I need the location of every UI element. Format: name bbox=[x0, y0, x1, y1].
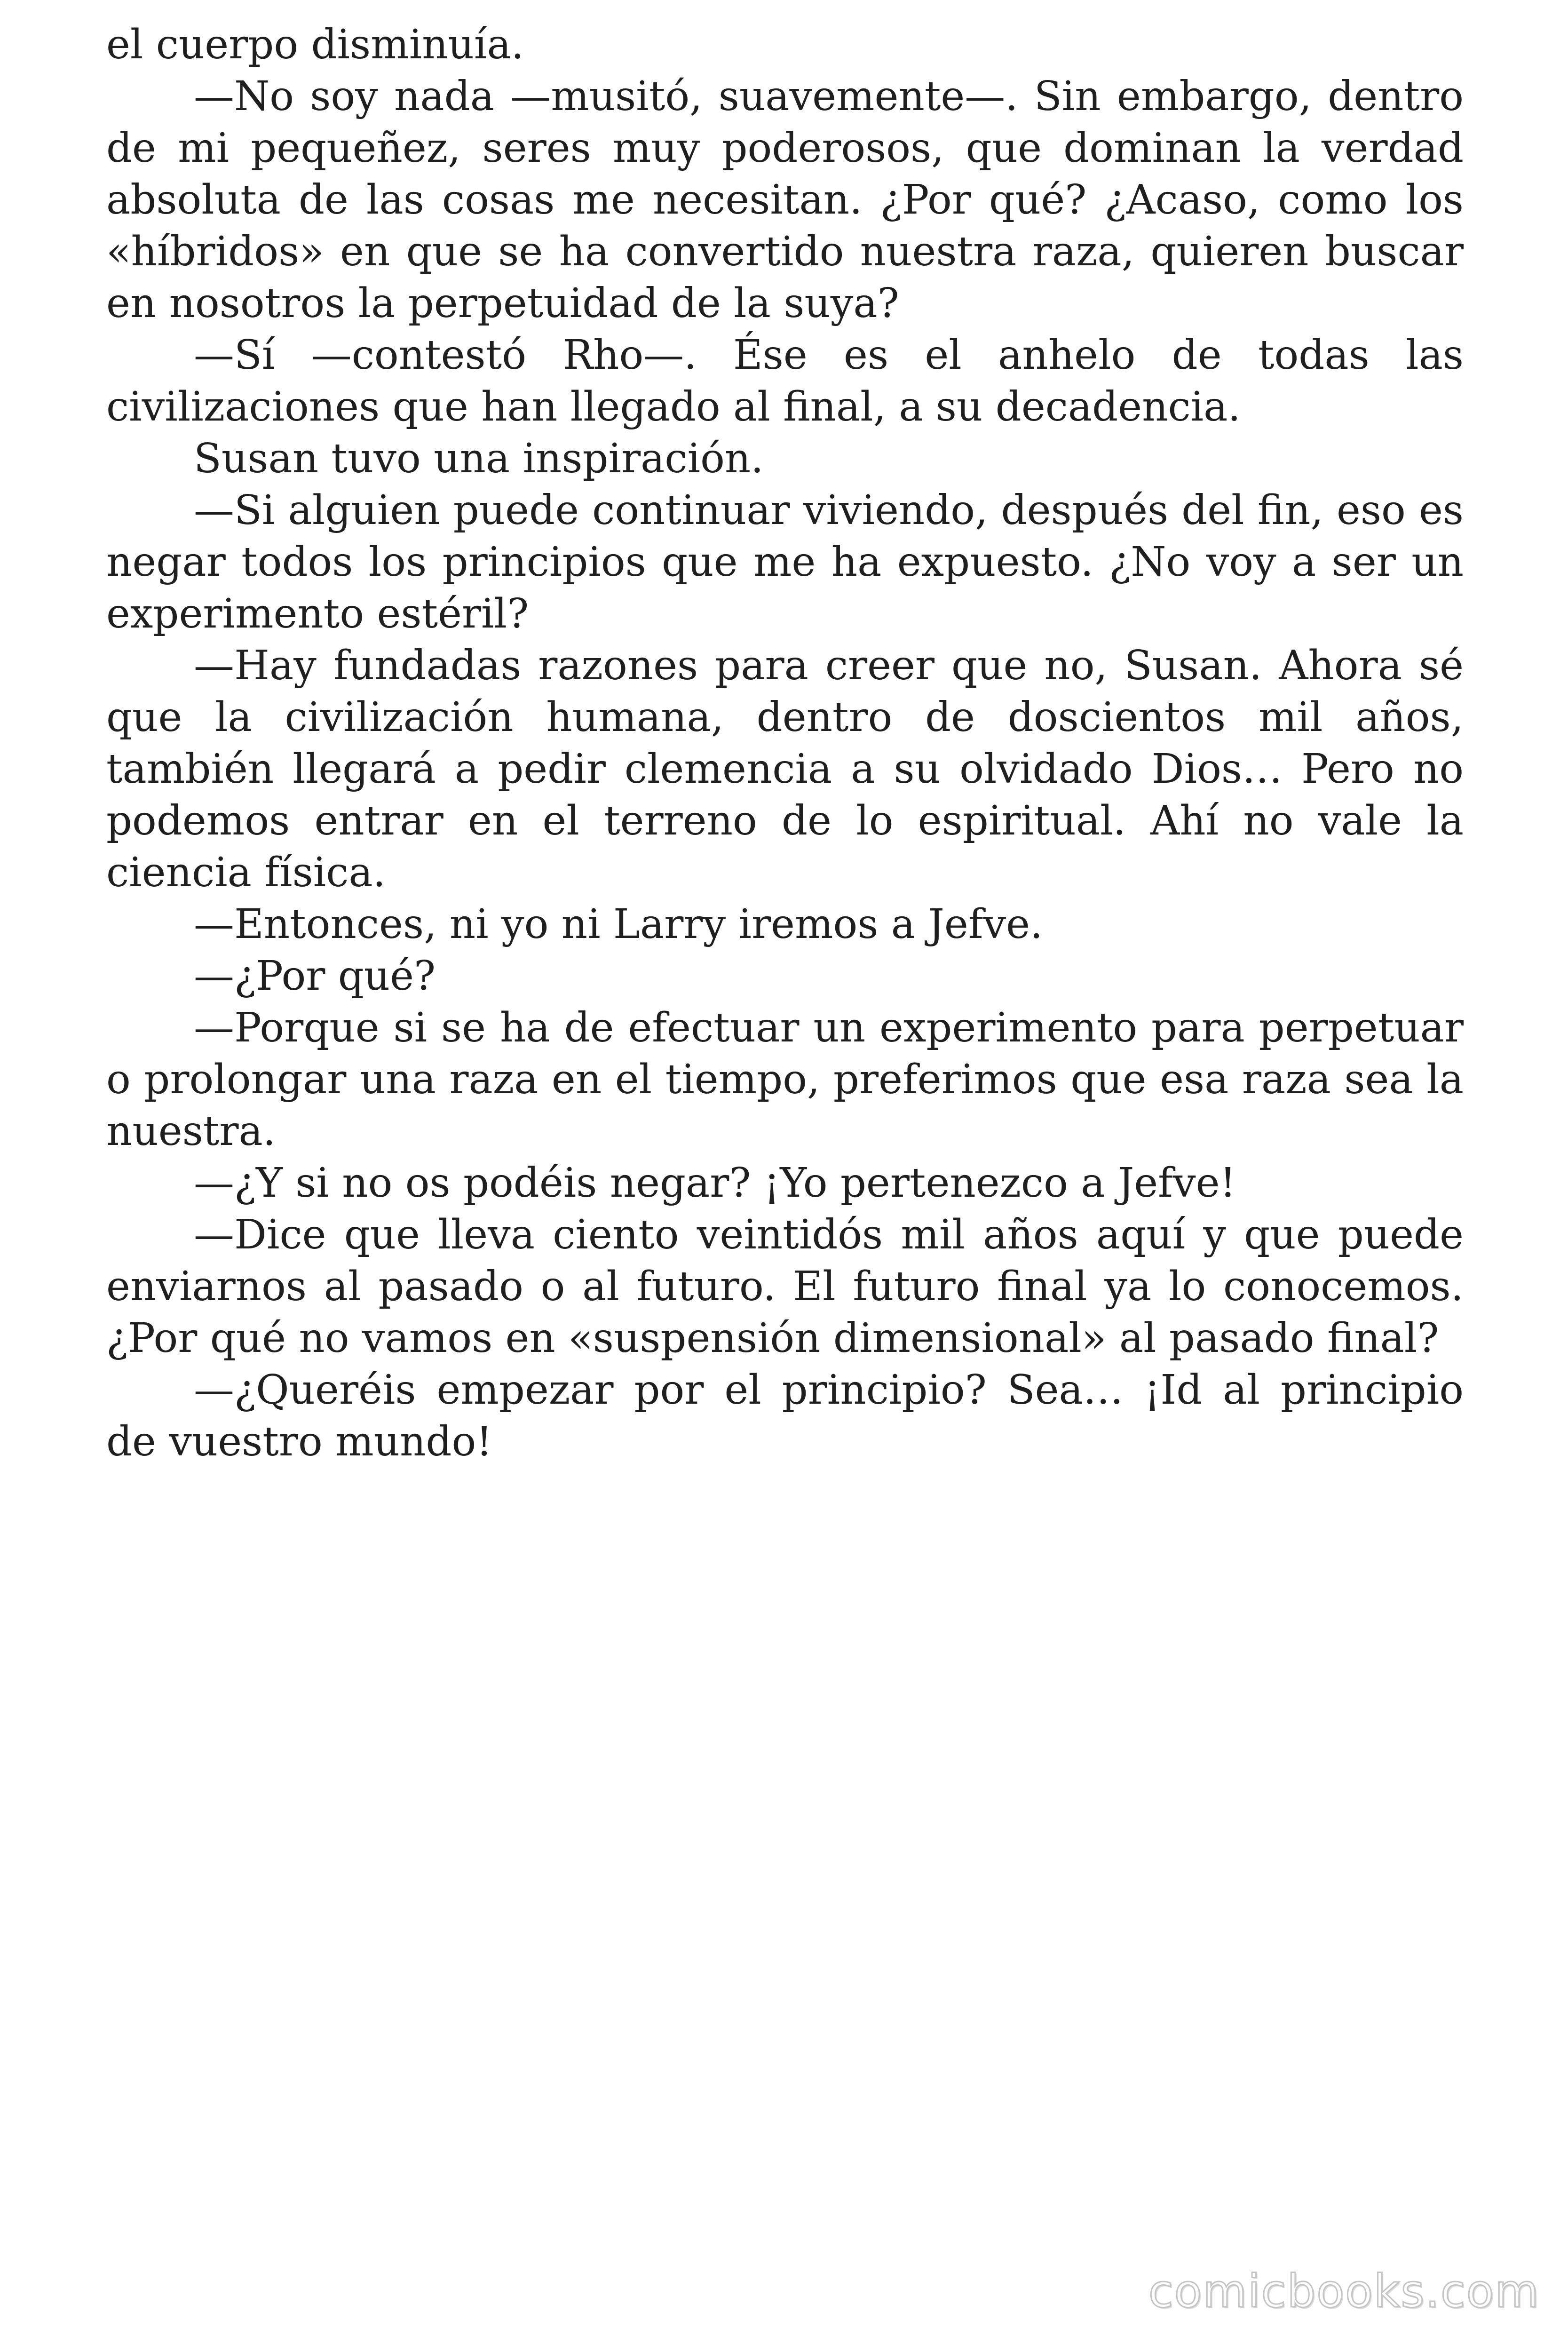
paragraph: —¿Y si no os podéis negar? ¡Yo pertenezco a Jefve! bbox=[194, 1160, 1236, 1207]
page-text-body bbox=[106, 19, 1464, 1468]
paragraph: —¿Por qué? bbox=[194, 953, 436, 1000]
paragraph: —Si alguien puede continuar viviendo, después del fin, eso es negar todos los principios que me ha expuesto. ¿No voy a ser un experimento estéril? bbox=[106, 487, 1464, 637]
paragraph: el cuerpo disminuía. bbox=[106, 21, 524, 68]
site-watermark: comicbooks.com bbox=[1148, 2265, 1540, 2318]
paragraph: —Entonces, ni yo ni Larry iremos a Jefve. bbox=[194, 901, 1043, 948]
paragraph: —Sí —contestó Rho—. Ése es el anhelo de todas las civilizaciones que han llegado al final, a su decadencia. bbox=[106, 332, 1464, 430]
paragraph: —¿Queréis empezar por el principio? Sea… ¡Id al principio de vuestro mundo! bbox=[106, 1367, 1464, 1465]
paragraph: —No soy nada —musitó, suavemente—. Sin embargo, dentro de mi pequeñez, seres muy poderosos, que dominan la verdad absoluta de las cosas me necesitan. ¿Por qué? ¿Acaso, como los «híbridos» en que se ha convertido nuestra raza, quieren buscar en nosotros la perpetuidad de la suya? bbox=[106, 73, 1464, 327]
paragraph: —Hay fundadas razones para creer que no, Susan. Ahora sé que la civilización humana, dentro de doscientos mil años, también llegará a pedir clemencia a su olvidado Dios… Pero no podemos entrar en el terreno de lo espiritual. Ahí no vale la ciencia física. bbox=[106, 642, 1464, 896]
paragraph: Susan tuvo una inspiración. bbox=[194, 435, 764, 482]
paragraph: —Porque si se ha de efectuar un experimento para perpetuar o prolongar una raza en el tiempo, preferimos que esa raza sea la nuestra. bbox=[106, 1004, 1464, 1155]
paragraph: —Dice que lleva ciento veintidós mil años aquí y que puede enviarnos al pasado o al futuro. El futuro final ya lo conocemos. ¿Por qué no vamos en «suspensión dimensional» al pasado final? bbox=[106, 1211, 1464, 1362]
